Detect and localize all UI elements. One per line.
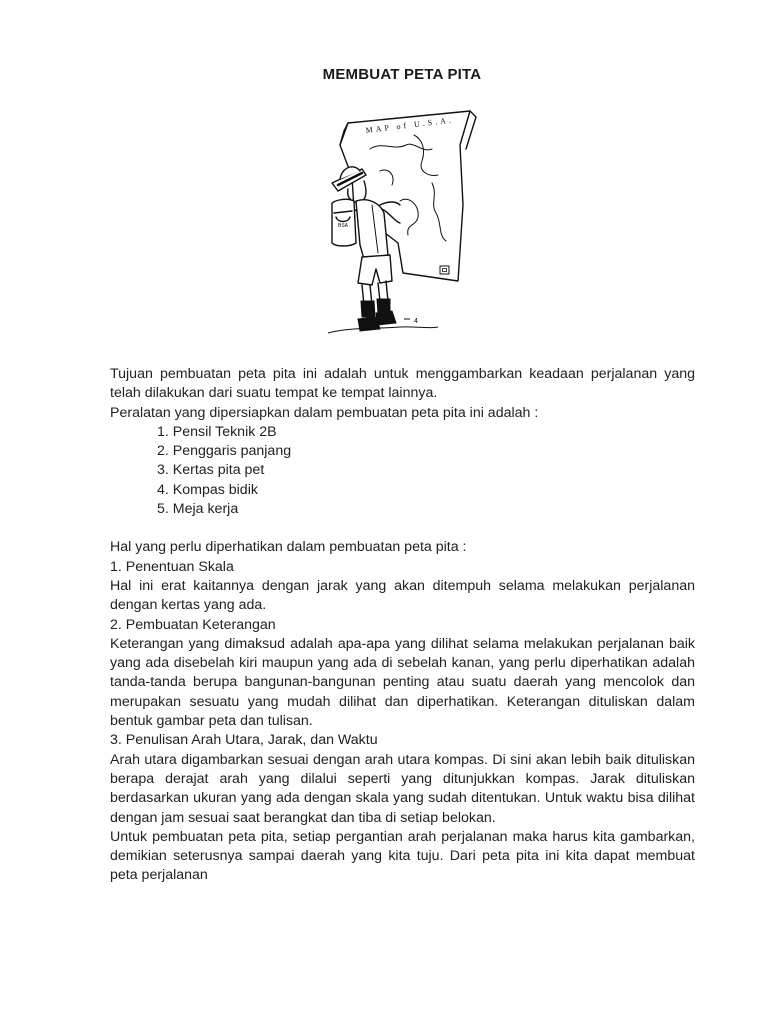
closing-paragraph: Untuk pembuatan peta pita, setiap pergantian arah perjalanan maka harus kita gambarkan, demikian seterusnya sampai daerah yang kita tuju. Dari peta pita ini kita dapat membuat peta perjalanan xyxy=(110,828,695,884)
section-body: Arah utara digambarkan sesuai dengan arah utara kompas. Di sini akan lebih baik dituliskan berapa derajat arah yang dilalui seperti yang ditunjukkan kompas. Jarak dituliskan berdasarkan ukuran yang ada dengan skala yang sudah ditentukan. Untuk waktu bisa dilihat dengan jam sesuai saat berangkat dan tiba di setiap belokan. xyxy=(110,751,695,826)
section-heading: 3. Penulisan Arah Utara, Jarak, dan Waktu xyxy=(110,732,378,749)
list-item: 5. Meja kerja xyxy=(157,501,239,518)
svg-text:4: 4 xyxy=(414,318,418,325)
section-heading: 1. Penentuan Skala xyxy=(110,558,234,575)
document-body xyxy=(110,365,695,886)
notes-intro: Hal yang perlu diperhatikan dalam pembuatan peta pita : xyxy=(110,539,467,556)
intro-paragraph: Tujuan pembuatan peta pita ini adalah untuk menggambarkan keadaan perjalanan yang telah dilakukan dari suatu tempat ke tempat lainnya. xyxy=(110,366,695,402)
list-item: 4. Kompas bidik xyxy=(157,481,258,498)
section-body: Keterangan yang dimaksud adalah apa-apa yang dilihat selama melakukan perjalanan baik yang ada disebelah kiri maupun yang ada di sebelah kanan, yang perlu diperhatikan adalah tanda-tanda berupa bangunan-bangunan penting atau suatu daerah yang mencolok dan merupakan sesuatu yang mudah dilihat dan diperhatikan. Keterangan dituliskan dalam bentuk gambar peta dan tulisan. xyxy=(110,635,695,730)
list-item: 1. Pensil Teknik 2B xyxy=(157,423,277,440)
map-title-text: MAP of U.S.A. xyxy=(365,115,455,135)
equipment-list xyxy=(110,423,695,519)
equipment-intro: Peralatan yang dipersiapkan dalam pembuatan peta pita ini adalah : xyxy=(110,404,539,421)
list-item: 3. Kertas pita pet xyxy=(157,462,265,479)
section-heading: 2. Pembuatan Keterangan xyxy=(110,616,276,633)
list-item: 2. Penggaris panjang xyxy=(157,443,292,460)
page-title: MEMBUAT PETA PITA xyxy=(322,66,482,83)
bag-label-text: BSA xyxy=(338,223,349,229)
scout-reading-map-illustration xyxy=(310,105,480,343)
section-body: Hal ini erat kaitannya dengan jarak yang akan ditempuh selama melakukan perjalanan dengan kertas yang ada. xyxy=(110,577,695,614)
